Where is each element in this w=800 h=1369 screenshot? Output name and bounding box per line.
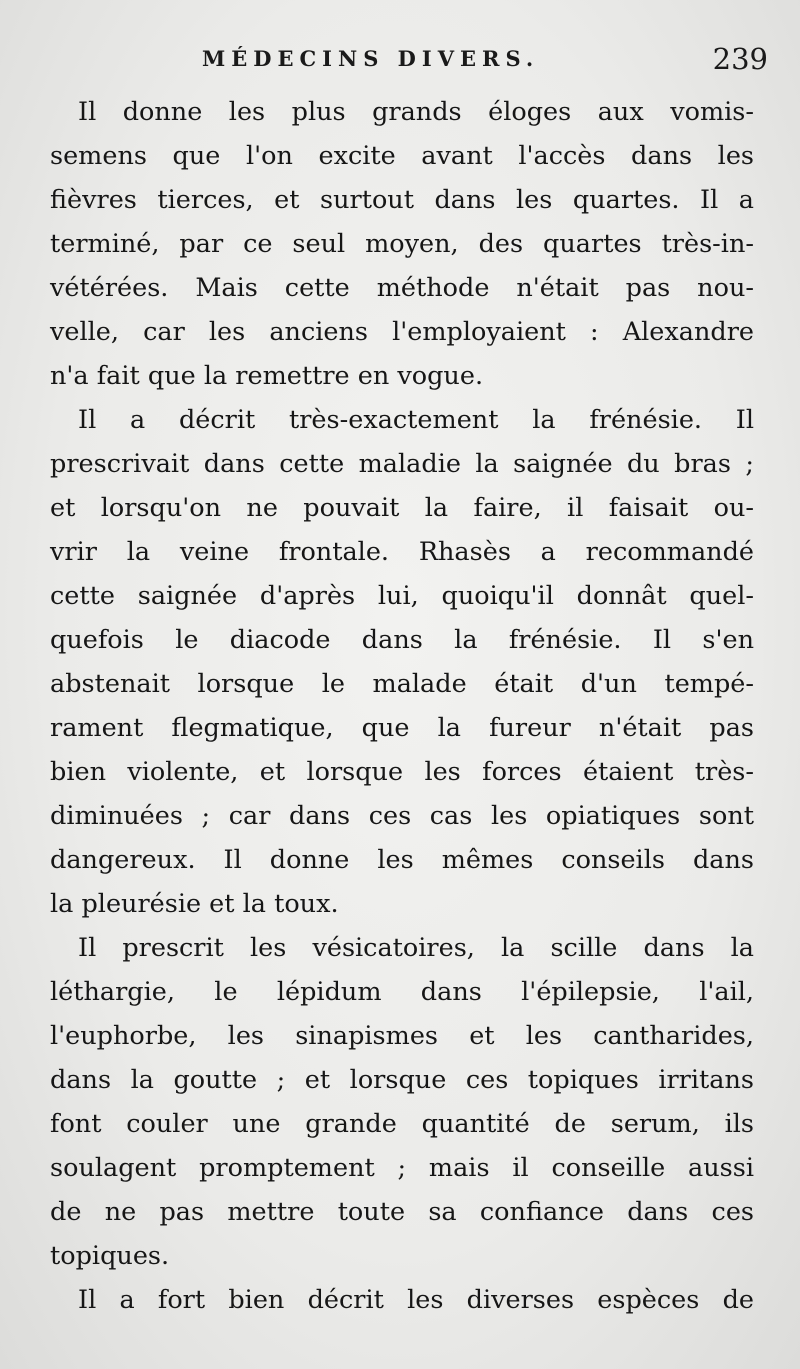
text-line: rament flegmatique, que la fureur n'était pas	[50, 713, 754, 743]
text-line: n'a fait que la remettre en vogue.	[50, 361, 484, 391]
text-line: quefois le diacode dans la frénésie. Il s'en	[50, 625, 754, 655]
text-line: semens que l'on excite avant l'accès dans les	[50, 141, 754, 171]
text-line: et lorsqu'on ne pouvait la faire, il faisait ou-	[50, 493, 754, 523]
text-line: cette saignée d'après lui, quoiqu'il donnât quel-	[50, 581, 754, 611]
running-head: MÉDECINS DIVERS.	[202, 46, 540, 71]
text-line: font couler une grande quantité de serum, ils	[50, 1109, 754, 1139]
text-line: Il a décrit très-exactement la frénésie. Il	[78, 405, 754, 435]
text-line: soulagent promptement ; mais il conseille aussi	[50, 1153, 754, 1183]
text-line: bien violente, et lorsque les forces étaient très-	[50, 757, 754, 787]
text-line: de ne pas mettre toute sa confiance dans ces	[50, 1197, 754, 1227]
text-line: léthargie, le lépidum dans l'épilepsie, l'ail,	[50, 977, 754, 1007]
text-line: Il a fort bien décrit les diverses espèces de	[78, 1285, 754, 1315]
page-number: 239	[712, 42, 768, 76]
text-line: topiques.	[50, 1241, 170, 1271]
text-line: Il prescrit les vésicatoires, la scille dans la	[78, 933, 754, 963]
text-line: diminuées ; car dans ces cas les opiatiques sont	[50, 801, 754, 831]
text-line: vrir la veine frontale. Rhasès a recommandé	[50, 537, 754, 567]
text-line: la pleurésie et la toux.	[50, 889, 339, 919]
text-line: fièvres tierces, et surtout dans les quartes. Il a	[50, 185, 754, 215]
page-header	[0, 40, 800, 80]
text-line: Il donne les plus grands éloges aux vomis-	[78, 97, 754, 127]
text-line: dangereux. Il donne les mêmes conseils dans	[50, 845, 754, 875]
text-line: terminé, par ce seul moyen, des quartes très-in-	[50, 229, 754, 259]
text-line: velle, car les anciens l'employaient : Alexandre	[50, 317, 754, 347]
body-text	[50, 90, 754, 1322]
text-line: l'euphorbe, les sinapismes et les cantharides,	[50, 1021, 754, 1051]
text-line: dans la goutte ; et lorsque ces topiques irritans	[50, 1065, 754, 1095]
text-line: vétérées. Mais cette méthode n'était pas nou-	[50, 273, 754, 303]
text-line: abstenait lorsque le malade était d'un tempé-	[50, 669, 754, 699]
text-line: prescrivait dans cette maladie la saignée du bras ;	[50, 449, 754, 479]
